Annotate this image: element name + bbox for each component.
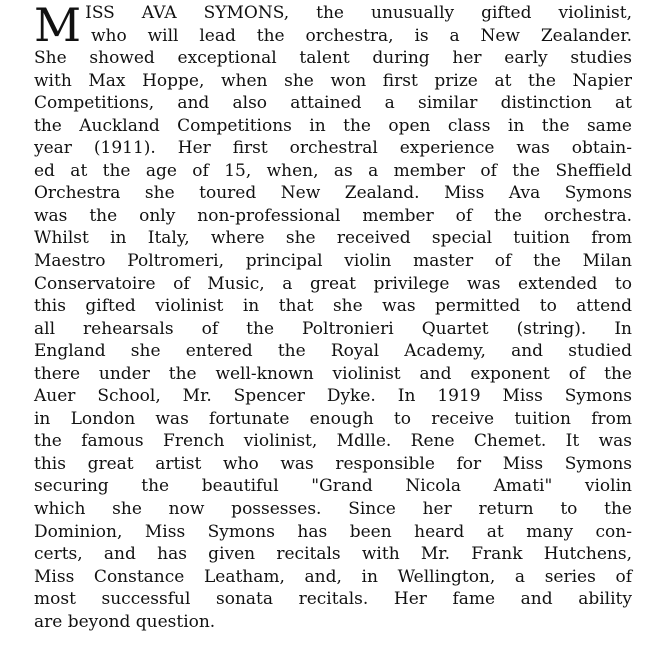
text-line: Orchestra she toured New Zealand. Miss Ava Symons [34, 183, 632, 204]
text-line: Miss Constance Leatham, and, in Wellington, a series of [34, 566, 632, 587]
text-line: this great artist who was responsible for Miss Symons [34, 453, 632, 474]
drop-cap: M [34, 2, 82, 48]
text-line: Auer School, Mr. Spencer Dyke. In 1919 Miss Symons [34, 386, 632, 407]
text-line: with Max Hoppe, when she won first prize at the Napier [34, 70, 632, 91]
text-line: was the only non-professional member of the orchestra. [34, 205, 632, 226]
article-body [34, 2, 632, 633]
text-line: securing the beautiful "Grand Nicola Amati" violin [34, 476, 632, 497]
text-line: Competitions, and also attained a similar distinction at [34, 93, 632, 114]
text-line: certs, and has given recitals with Mr. Frank Hutchens, [34, 544, 632, 565]
text-line: She showed exceptional talent during her early studies [34, 48, 632, 69]
text-line: Dominion, Miss Symons has been heard at many con- [34, 521, 632, 542]
text-line: are beyond question. [34, 611, 216, 632]
text-line: the Auckland Competitions in the open class in the same [34, 115, 632, 136]
text-line: this gifted violinist in that she was permitted to attend [34, 296, 632, 317]
text-line: most successful sonata recitals. Her fame and ability [34, 589, 632, 610]
text-line: the famous French violinist, Mdlle. Rene Chemet. It was [34, 431, 632, 452]
text-line: who will lead the orchestra, is a New Zealander. [91, 25, 632, 46]
text-line: ed at the age of 15, when, as a member of the Sheffield [34, 160, 632, 181]
opening-lines [34, 2, 632, 47]
text-line: all rehearsals of the Poltronieri Quartet (string). In [34, 318, 632, 339]
text-line: Conservatoire of Music, a great privilege was extended to [34, 273, 632, 294]
text-line: in London was fortunate enough to receive tuition from [34, 408, 632, 429]
text-line: Whilst in Italy, where she received special tuition from [34, 228, 632, 249]
text-line: England she entered the Royal Academy, and studied [34, 341, 632, 362]
text-line: year (1911). Her first orchestral experience was obtain- [34, 138, 632, 159]
text-line: there under the well-known violinist and exponent of the [34, 363, 632, 384]
text-line: which she now possesses. Since her return to the [34, 499, 632, 520]
text-line: Maestro Poltromeri, principal violin master of the Milan [34, 251, 632, 272]
text-line: ISS AVA SYMONS, the unusually gifted violinist, [85, 3, 632, 23]
